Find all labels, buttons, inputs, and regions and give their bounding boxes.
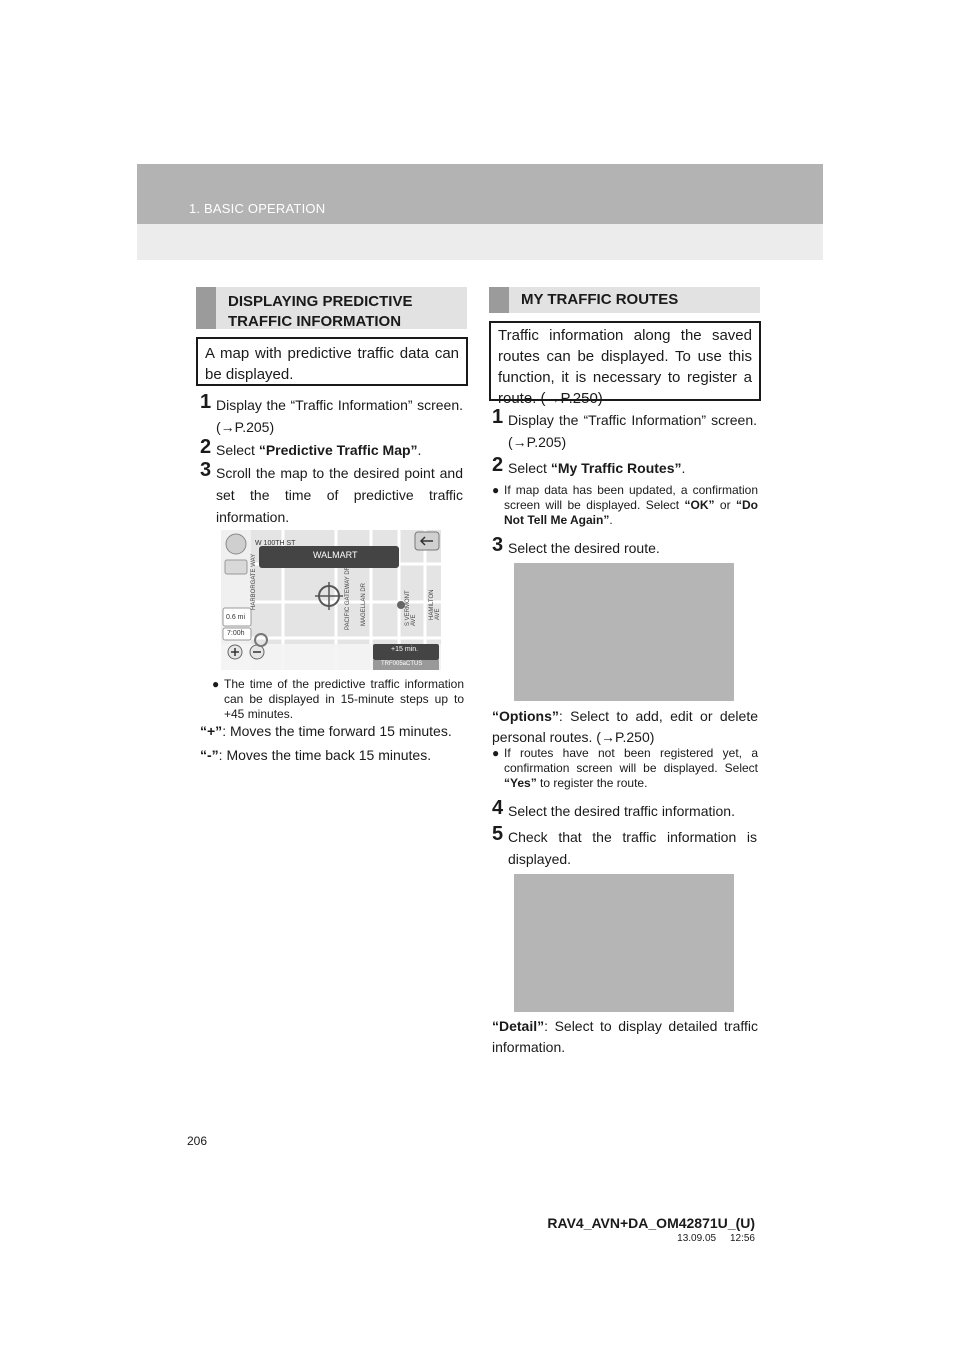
note-text: If map data has been updated, a confirmation screen will be displayed. Select — [504, 483, 758, 512]
title-marker — [196, 287, 216, 329]
map-scale-label: 0.6 mi — [226, 614, 246, 621]
map-street-label: PACIFIC GATEWAY DR — [345, 565, 351, 630]
step-text: Check that the traffic information is displayed. — [508, 829, 757, 867]
document-timestamp: 13.09.05 12:56 — [677, 1233, 755, 1244]
note-text: or — [714, 498, 736, 512]
step-text: Select the desired route. — [508, 540, 660, 556]
header-band — [137, 164, 823, 224]
map-offset-label: +15 min. — [391, 646, 419, 653]
step-text: Scroll the map to the desired point and set the time of predictive traffic information. — [216, 465, 463, 525]
step-text: Select the desired traffic information. — [508, 803, 735, 819]
intro-text: Traffic information along the saved routes can be displayed. To use this function, it is necessary to register a route. (→P.250) — [498, 327, 752, 407]
figure-code: TRF005aCTUS — [381, 661, 423, 667]
step-text: Display the “Traffic Information” screen. (→P.205) — [508, 412, 757, 450]
step-text: Select — [508, 460, 551, 476]
plus-key-row — [200, 721, 465, 742]
intro-text: A map with predictive traffic data can be displayed. — [205, 345, 459, 383]
step-text: Select — [216, 442, 259, 458]
minus-key-row — [200, 745, 465, 766]
step-1-predictive — [200, 391, 463, 438]
step-punct: . — [681, 460, 686, 476]
step-5-my-routes — [492, 823, 757, 870]
predictive-map-screen — [221, 530, 441, 670]
minus-key: “-” — [200, 747, 219, 763]
step-3-predictive — [200, 459, 463, 528]
section-title-my-routes — [489, 287, 760, 313]
step-number: 2 — [200, 436, 212, 458]
step-option: “My Traffic Routes” — [550, 460, 682, 476]
options-key: “Options” — [492, 708, 559, 724]
minus-text: : Moves the time back 15 minutes. — [218, 747, 432, 763]
step-4-my-routes — [492, 797, 757, 822]
step-number: 5 — [492, 823, 504, 845]
intro-box-my-routes — [489, 321, 761, 407]
section-title-text: MY TRAFFIC ROUTES — [521, 291, 679, 308]
screen-placeholder-routes — [514, 563, 734, 701]
map-time-label: 7:00h — [227, 630, 245, 637]
detail-key: “Detail” — [492, 1018, 545, 1034]
section-label: 1. BASIC OPERATION — [189, 201, 326, 216]
map-street-label: S VERMONT AVE — [405, 590, 417, 626]
map-street-label: HARBORGATE WAY — [251, 553, 257, 610]
step-number: 4 — [492, 797, 504, 819]
bullet-icon: ● — [212, 677, 220, 691]
note-yes: “Yes” — [504, 776, 537, 790]
step-2-my-routes — [492, 454, 757, 479]
step-2-predictive — [200, 436, 463, 461]
step-number: 3 — [200, 459, 212, 481]
note-ok: “OK” — [684, 498, 715, 512]
section-title-predictive — [196, 287, 467, 329]
step-number: 3 — [492, 534, 504, 556]
step-text: Display the “Traffic Information” screen. (→P.205) — [216, 397, 463, 435]
note-punct: . — [609, 513, 613, 527]
note-do-not-tell: “Do Not Tell Me Again” — [504, 498, 758, 527]
step-number: 2 — [492, 454, 504, 476]
detail-text: : Select to display detailed traffic information. — [492, 1018, 758, 1055]
section-title-text: DISPLAYING PREDICTIVE TRAFFIC INFORMATION — [228, 293, 413, 330]
intro-box-predictive — [196, 337, 468, 386]
document-id: RAV4_AVN+DA_OM42871U_(U) — [547, 1215, 755, 1231]
step-1-my-routes — [492, 406, 757, 453]
map-street-label: HAMILTON AVE — [429, 589, 441, 620]
bullet-icon: ● — [492, 746, 500, 760]
map-banner-label: WALMART — [313, 550, 358, 560]
note-map-updated — [492, 483, 758, 528]
note-time-steps — [212, 677, 464, 722]
page-header — [137, 164, 823, 260]
options-row — [492, 706, 758, 748]
note-text: If routes have not been registered yet, a confirmation screen will be displayed. Select — [504, 746, 758, 775]
note-text: The time of the predictive traffic information can be displayed in 15-minute steps up to +45 minutes. — [224, 677, 464, 721]
map-street-label: MAGELLAN DR — [361, 582, 367, 626]
page-number: 206 — [187, 1134, 208, 1148]
detail-row — [492, 1016, 758, 1058]
step-option: “Predictive Traffic Map” — [258, 442, 418, 458]
step-number: 1 — [200, 391, 212, 413]
step-3-my-routes — [492, 534, 757, 559]
plus-text: : Moves the time forward 15 minutes. — [222, 723, 452, 739]
screen-placeholder-traffic — [514, 874, 734, 1012]
title-marker — [489, 287, 509, 313]
step-number: 1 — [492, 406, 504, 428]
plus-key: “+” — [200, 723, 223, 739]
step-punct: . — [417, 442, 422, 458]
note-text: to register the route. — [536, 776, 648, 790]
options-text: : Select to add, edit or delete personal routes. (→P.250) — [492, 708, 758, 745]
map-top-road-label: W 100TH ST — [255, 540, 296, 547]
note-no-routes — [492, 746, 758, 791]
bullet-icon: ● — [492, 483, 500, 497]
